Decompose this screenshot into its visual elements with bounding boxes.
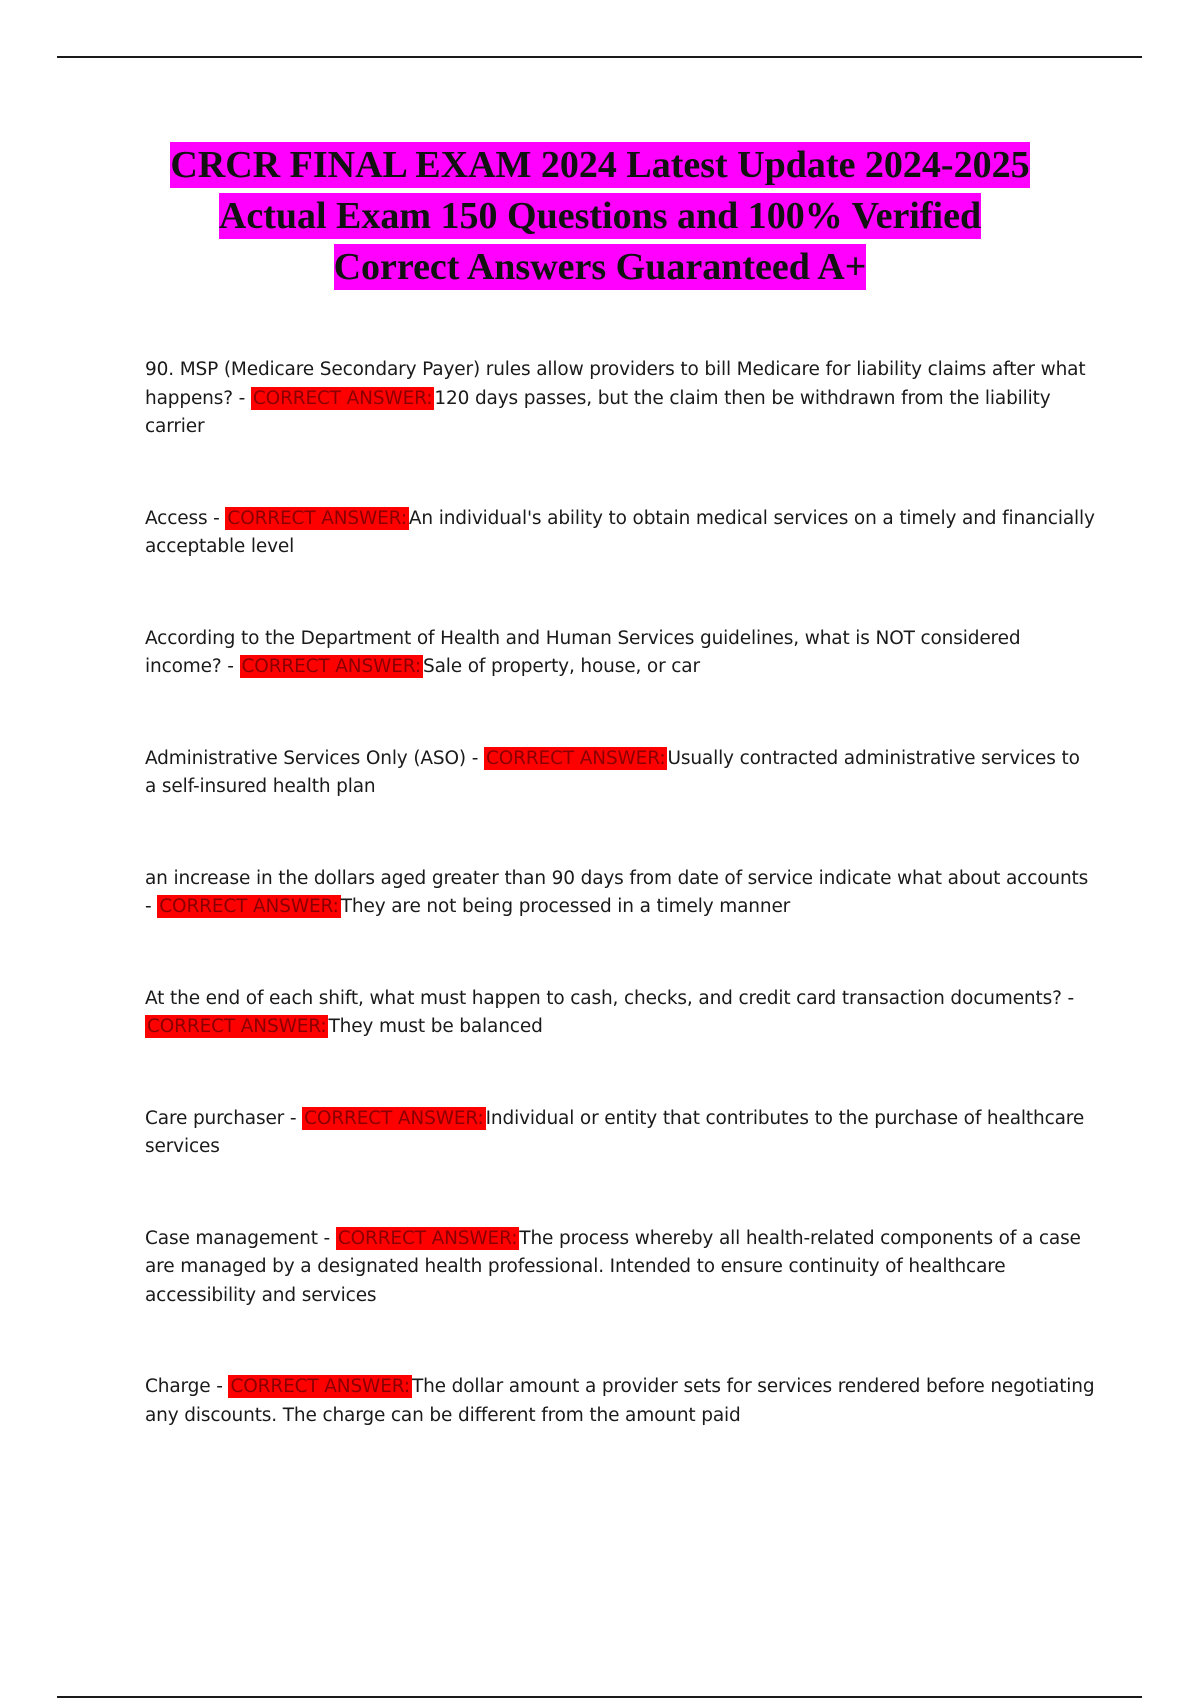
- qa-item: [145, 1225, 1095, 1311]
- title-line-1: CRCR FINAL EXAM 2024 Latest Update 2024-2025: [170, 144, 1030, 186]
- answer-text: Usually contracted administrative services to a self-insured health plan: [145, 747, 1080, 797]
- answer-text: Individual or entity that contributes to the purchase of healthcare services: [145, 1107, 1085, 1157]
- correct-answer-tag: CORRECT ANSWER:: [252, 387, 433, 409]
- correct-answer-tag: CORRECT ANSWER:: [227, 507, 407, 529]
- correct-answer-tag: CORRECT ANSWER:: [147, 1016, 327, 1037]
- correct-answer-tag: CORRECT ANSWER:: [337, 1227, 518, 1249]
- answer-text: The process whereby all health-related components of a case are managed by a designated health professional. Intended to ensure continuity of healthcare accessibility and services: [145, 1227, 1081, 1306]
- correct-answer-tag: CORRECT ANSWER:: [304, 1107, 484, 1129]
- answer-text: The dollar amount a provider sets for services rendered before negotiating any discounts. The charge can be different from the amount paid: [145, 1376, 1095, 1426]
- question-text: Case management -: [145, 1227, 336, 1249]
- document-title: [100, 140, 1100, 293]
- question-text: Access -: [145, 507, 226, 529]
- question-text: 90. MSP (Medicare Secondary Payer) rules allow providers to bill Medicare for liability claims after what happens? -: [145, 359, 1086, 409]
- answer-text: An individual's ability to obtain medical services on a timely and financially acceptable level: [145, 507, 1095, 557]
- qa-item: [145, 1373, 1095, 1430]
- top-rule: [57, 56, 1142, 58]
- question-text: an increase in the dollars aged greater than 90 days from date of service indicate what about accounts -: [145, 867, 1089, 917]
- qa-item: [145, 505, 1095, 562]
- qa-item: [145, 985, 1095, 1042]
- qa-item: [145, 865, 1095, 922]
- answer-text: They are not being processed in a timely manner: [340, 896, 791, 917]
- qa-list: [145, 356, 1095, 1493]
- bottom-rule: [57, 1696, 1142, 1698]
- qa-item: [145, 356, 1095, 442]
- title-line-2: Actual Exam 150 Questions and 100% Verified: [218, 195, 982, 237]
- question-text: According to the Department of Health and Human Services guidelines, what is NOT considered income? -: [145, 627, 1021, 677]
- answer-text: They must be balanced: [328, 1016, 543, 1037]
- question-text: At the end of each shift, what must happen to cash, checks, and credit card transaction documents? -: [145, 987, 1074, 1009]
- question-text: Administrative Services Only (ASO) -: [145, 747, 484, 769]
- question-text: Charge -: [145, 1376, 229, 1397]
- title-line-3: Correct Answers Guaranteed A+: [333, 246, 867, 288]
- answer-text: 120 days passes, but the claim then be withdrawn from the liability carrier: [145, 387, 1051, 437]
- qa-item: [145, 745, 1095, 802]
- question-text: Care purchaser -: [145, 1107, 303, 1129]
- correct-answer-tag: CORRECT ANSWER:: [159, 896, 339, 917]
- correct-answer-tag: CORRECT ANSWER:: [241, 656, 421, 677]
- correct-answer-tag: CORRECT ANSWER:: [230, 1376, 410, 1397]
- qa-item: [145, 625, 1095, 682]
- correct-answer-tag: CORRECT ANSWER:: [485, 747, 666, 769]
- answer-text: Sale of property, house, or car: [422, 656, 700, 677]
- qa-item: [145, 1105, 1095, 1162]
